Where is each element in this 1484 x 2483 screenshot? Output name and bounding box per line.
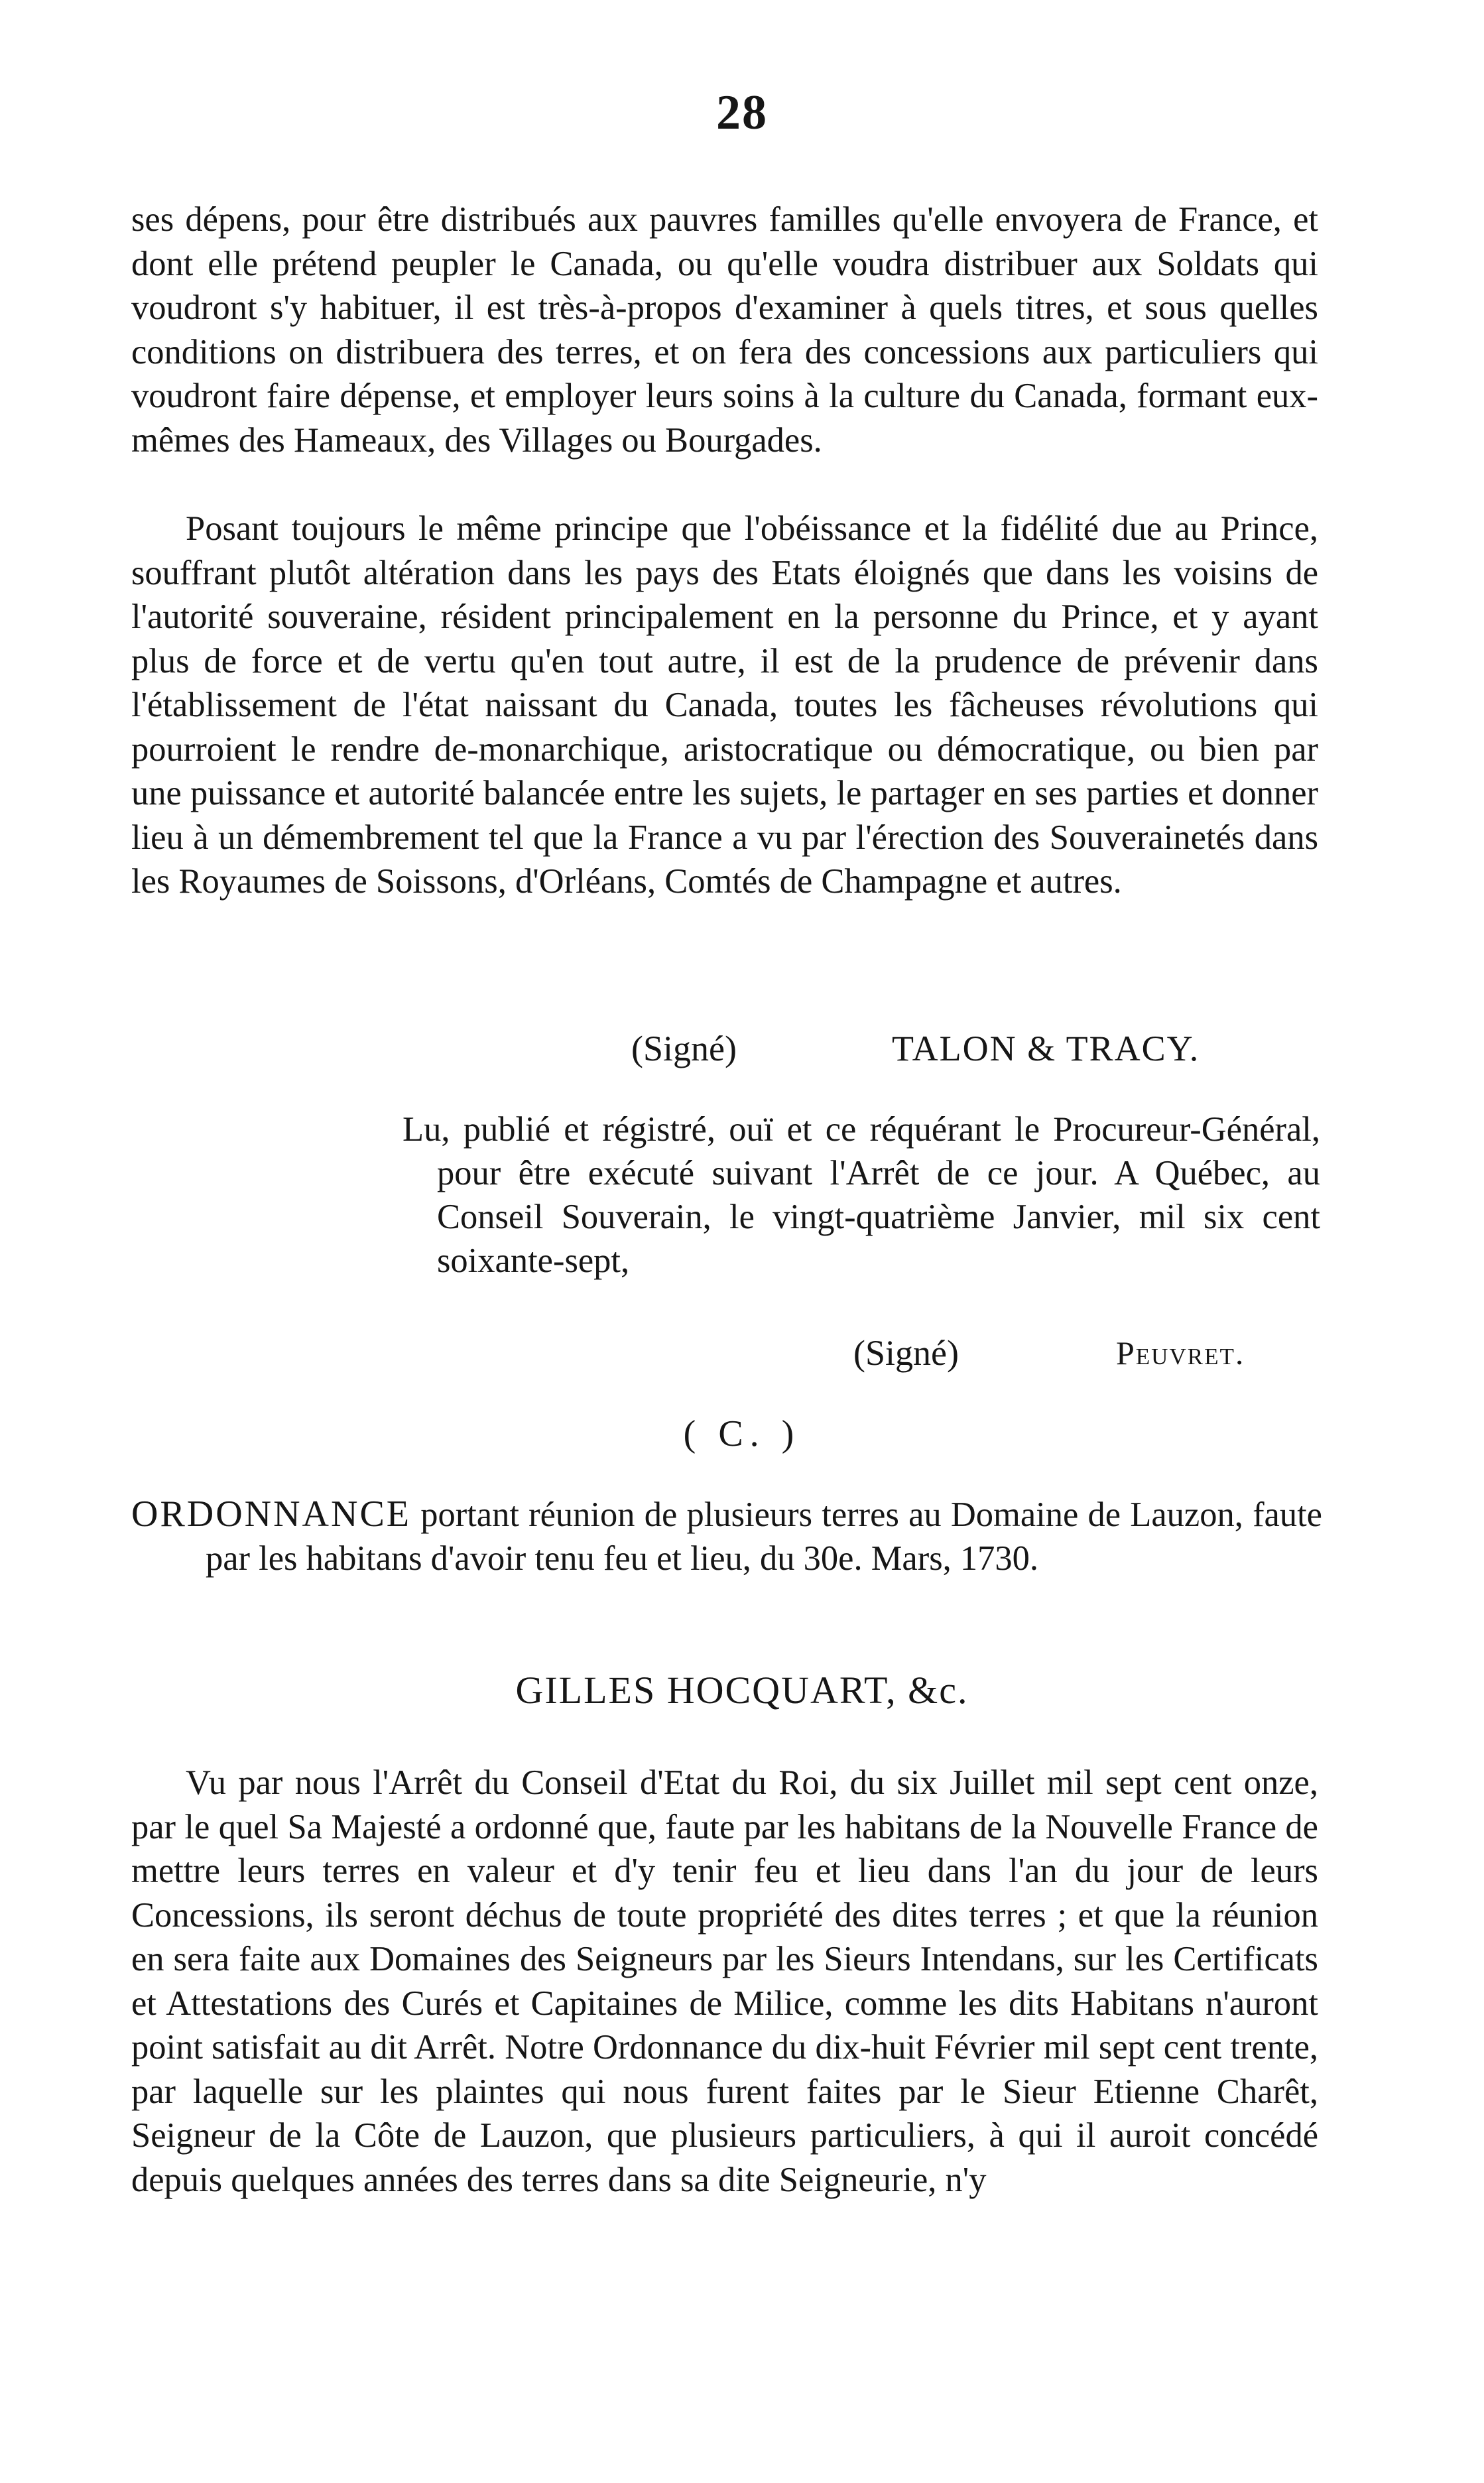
registration-text: Lu, publié et régistré, ouï et ce réquérant le Procureur-Général, pour être exécuté suivant l'Arrêt de ce jour. A Québec, au Conseil Souverain, le vingt-quatrième Janvier, mil six cent soixante-sept,	[402, 1110, 1320, 1280]
signature-signe-label: (Signé)	[853, 1333, 959, 1373]
paragraph-principle	[131, 507, 1318, 904]
paragraph-text: Posant toujours le même principe que l'obéissance et la fidélité due au Prince, souffrant plutôt altération dans les pays des Etats éloignés que dans les voisins de l'autorité souveraine, résident principalement en la personne du Prince, et y ayant plus de force et de vertu qu'en tout autre, il est de la prudence de prévenir dans l'établissement de l'état naissant du Canada, toutes les fâcheuses révolutions qui pourroient le rendre de-monarchique, aristocratique ou démocratique, ou bien par une puissance et autorité balancée entre les sujets, le partager en ses parties et donner lieu à un démembrement tel que la France a vu par l'érection des Souverainetés dans les Royaumes de Soissons, d'Orléans, Comtés de Champagne et autres.	[131, 509, 1318, 901]
section-label: ( C. )	[683, 1413, 801, 1454]
page-number: 28	[716, 86, 768, 140]
ordonnance-title	[131, 1492, 1322, 1580]
registration-note	[402, 1108, 1320, 1283]
paragraph-text: ses dépens, pour être distribués aux pauvres familles qu'elle envoyera de France, et dont elle prétend peupler le Canada, ou qu'elle voudra distribuer aux Soldats qui voudront s'y habituer, il est très-à-propos d'examiner à quels titres, et sous quelles conditions on distribuera des terres, et on fera des concessions aux particuliers qui voudront faire dépense, et employer leurs soins à la culture du Canada, formant eux-mêmes des Hameaux, des Villages ou Bourgades.	[131, 200, 1318, 460]
ordonnance-description: portant réunion de plusieurs terres au Domaine de Lauzon, faute par les habitans d'avoir tenu feu et lieu, du 30e. Mars, 1730.	[206, 1496, 1322, 1578]
paragraph-vu-par-nous	[131, 1761, 1318, 2202]
signature-signe-label: (Signé)	[631, 1029, 737, 1068]
section-heading: GILLES HOCQUART, &c.	[515, 1669, 969, 1712]
paragraph-text: Vu par nous l'Arrêt du Conseil d'Etat du Roi, du six Juillet mil sept cent onze, par le quel Sa Majesté a ordonné que, faute par les habitans de la Nouvelle France de mettre leurs terres en valeur et d'y tenir feu et lieu dans l'an du jour de leurs Concessions, ils seront déchus de toute propriété des dites terres ; et que la réunion en sera faite aux Domaines des Seigneurs par les Sieurs Intendans, sur les Certificats et Attestations des Curés et Capitaines de Milice, comme les dits Habitans n'auront point satisfait au dit Arrêt. Notre Ordonnance du dix-huit Février mil sept cent trente, par laquelle sur les plaintes qui nous furent faites par le Sieur Etienne Charêt, Seigneur de la Côte de Lauzon, que plusieurs particuliers, à qui il auroit concédé depuis quelques années des terres dans sa dite Seigneurie, n'y	[131, 1763, 1318, 2199]
ordonnance-lead-word: ORDONNANCE	[131, 1494, 411, 1535]
ordonnance-title-block	[131, 1492, 1322, 1580]
signature-names: TALON & TRACY.	[892, 1029, 1200, 1068]
paragraph-continuation	[131, 198, 1318, 462]
signature-name: Peuvret.	[1116, 1334, 1245, 1371]
